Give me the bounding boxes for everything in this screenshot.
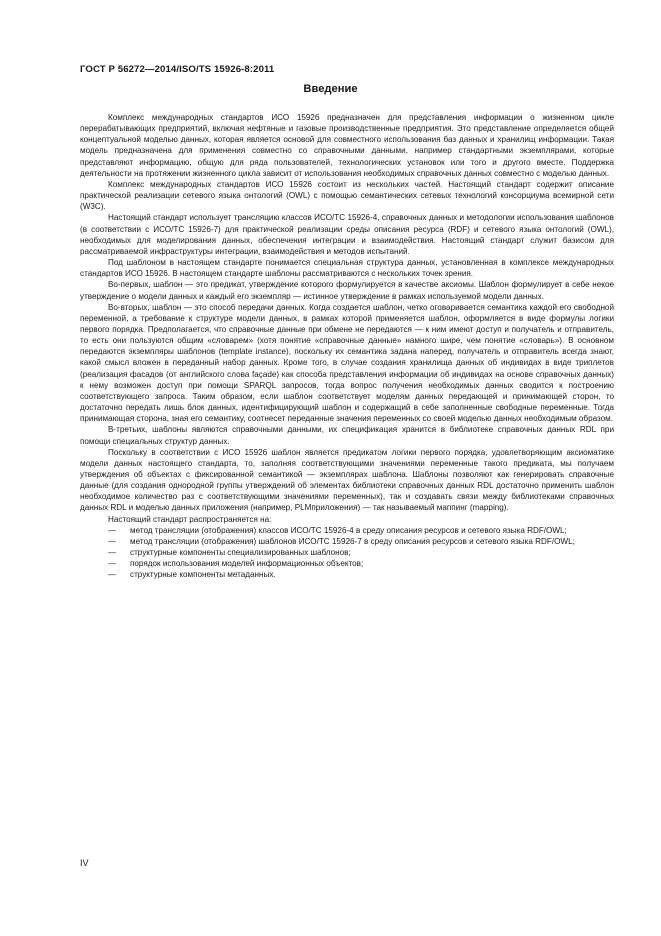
page-number: IV — [80, 858, 89, 868]
list-item-text: структурные компоненты метаданных. — [130, 570, 276, 580]
list-marker: — — [108, 570, 117, 580]
list-item-text: метод трансляции (отображения) шаблонов ИСО/ТС 15926-7 в среду описания ресурсов и сетевого языка RDF/OWL; — [130, 536, 575, 546]
list-item-text: структурные компоненты специализированных шаблонов; — [130, 548, 351, 558]
list-marker: — — [108, 559, 117, 569]
list-item — [80, 558, 614, 569]
body-text — [80, 112, 614, 581]
list-marker: — — [108, 525, 117, 535]
list-marker: — — [108, 548, 117, 558]
list-item — [80, 547, 614, 558]
section-title: Введение — [303, 83, 358, 95]
paragraph: Настоящий стандарт использует трансляцию классов ИСО/ТС 15926-4, справочных данных и методологии использования шаблонов (в соответствии с ИСО/ТС 15926-7) для практической реализации среды описания ресурса (RDF) и сетевого языка онтологий (OWL), необходимых для моделирования данных, обеспечения интеграции и взаимодействия. Настоящий стандарт служит базисом для рассматриваемой инфраструктуры интеграции, взаимодействия и методов испытаний. — [80, 213, 614, 256]
list-item-text: порядок использования моделей информационных объектов; — [130, 559, 364, 569]
paragraph: В-третьих, шаблоны являются справочными данными, их спецификация хранится в библиотеке справочных данных RDL при помощи специальных структур данных. — [80, 425, 614, 446]
paragraph: Поскольку в соответствии с ИСО 15926 шаблон является предикатом логики первого порядка, удовлетворяющим аксиоматике модели данных настоящего стандарта, то, заполняя соответствующими значениями переменные такого предиката, мы получаем утверждения об объектах с фиксированной семантикой — экземплярах шаблона. Шаблоны позволяют как генерировать справочные данные (для создания однородной группы утверждений об элементах библиотеки справочных данных RDL достаточно применить шаблон необходимое количество раз с соответствующими значениями переменных), так и создавать связи между библиотеками справочных данных RDL и моделью данных приложения (например, PLMприложения) — так называемый маппинг (mapping). — [80, 447, 614, 513]
list-item — [80, 569, 614, 580]
list-marker: — — [108, 536, 117, 546]
paragraph: Во-вторых, шаблон — это способ передачи данных. Когда создается шаблон, четко оговаривается семантика каждой его свободной переменной, а требование к структуре модели данных, в рамках которой применяется шаблон, оформляется в виде формулы логики первого порядка. Предполагается, что справочные данные при обмене не передаются — к ним имеют доступ и получатель и отправитель, то есть они пользуются общим «словарем» (хотя понятие «справочные данные» намного шире, чем понятие «словарь»). В основном передаются экземпляры шаблонов (template instance), поскольку их семантика задана наперед, получатель и отправитель всегда знают, какой смысл вложен в переданный набор данных. Кроме того, в случае создания хранилища данных об индивидах в виде триплетов (реализация фасадов (от английского слова façade) как способа представления информации об индивидах на основе справочных данных) к нему возможен доступ при помощи SPARQL запросов, тогда вопрос получения необходимых данных сводится к построению соответствующего запроса. Таким образом, если шаблон соответствует моделям данных передающей и принимающей сторон, то достаточно передать лишь блок данных, идентифицирующий шаблон и содержащий в себе заполненные свободные переменные. Тогда принимающая сторона, зная его семантику, соотнесет переданные значения переменных со своей моделью данных необходимым образом. — [80, 302, 614, 424]
paragraph: Под шаблоном в настоящем стандарте понимается специальная структура данных, установленная в комплексе международных стандартов ИСО 15926. В настоящем стандарте шаблоны рассматриваются с нескольких точек зрения. — [80, 258, 614, 279]
paragraph: Комплекс международных стандартов ИСО 15926 предназначен для представления информации о жизненном цикле перерабатывающих предприятий, включая нефтяные и газовые производственные предприятия. Это представление определяется общей концептуальной моделью данных, которая является основой для совместного использования баз данных и хранилищ информации. Такая модель предназначена для применения совместно со справочными данными, например стандартными экземплярами, которые представляют информацию, общую для ряда пользователей, технологических установок или того и другого вместе. Поддержка деятельности на протяжении жизненного цикла зависит от использования необходимых справочных данных совместно с моделью данных. — [80, 113, 614, 178]
standard-identifier: ГОСТ Р 56272—2014/ISO/TS 15926-8:2011 — [80, 64, 275, 75]
paragraph: Настоящий стандарт распространяется на: — [108, 514, 272, 524]
list-item — [80, 536, 614, 547]
list-item — [80, 525, 614, 536]
paragraph: Во-первых, шаблон — это предикат, утверждение которого формулируется в качестве аксиомы. Шаблон формулирует в себе некое утверждение о модели данных и каждый его экземпляр — истинное утверждение в рамках используемой модели данных. — [80, 280, 614, 301]
list-item-text: метод трансляции (отображения) классов ИСО/ТС 15926-4 в среду описания ресурсов и сетевого языка RDF/OWL; — [130, 525, 567, 535]
paragraph: Комплекс международных стандартов ИСО 15926 состоит из нескольких частей. Настоящий стандарт содержит описание практической реализации сетевого языка онтологий (OWL) с помощью семантических сетевых технологий консорциума всемирной сети (W3C). — [80, 179, 614, 212]
